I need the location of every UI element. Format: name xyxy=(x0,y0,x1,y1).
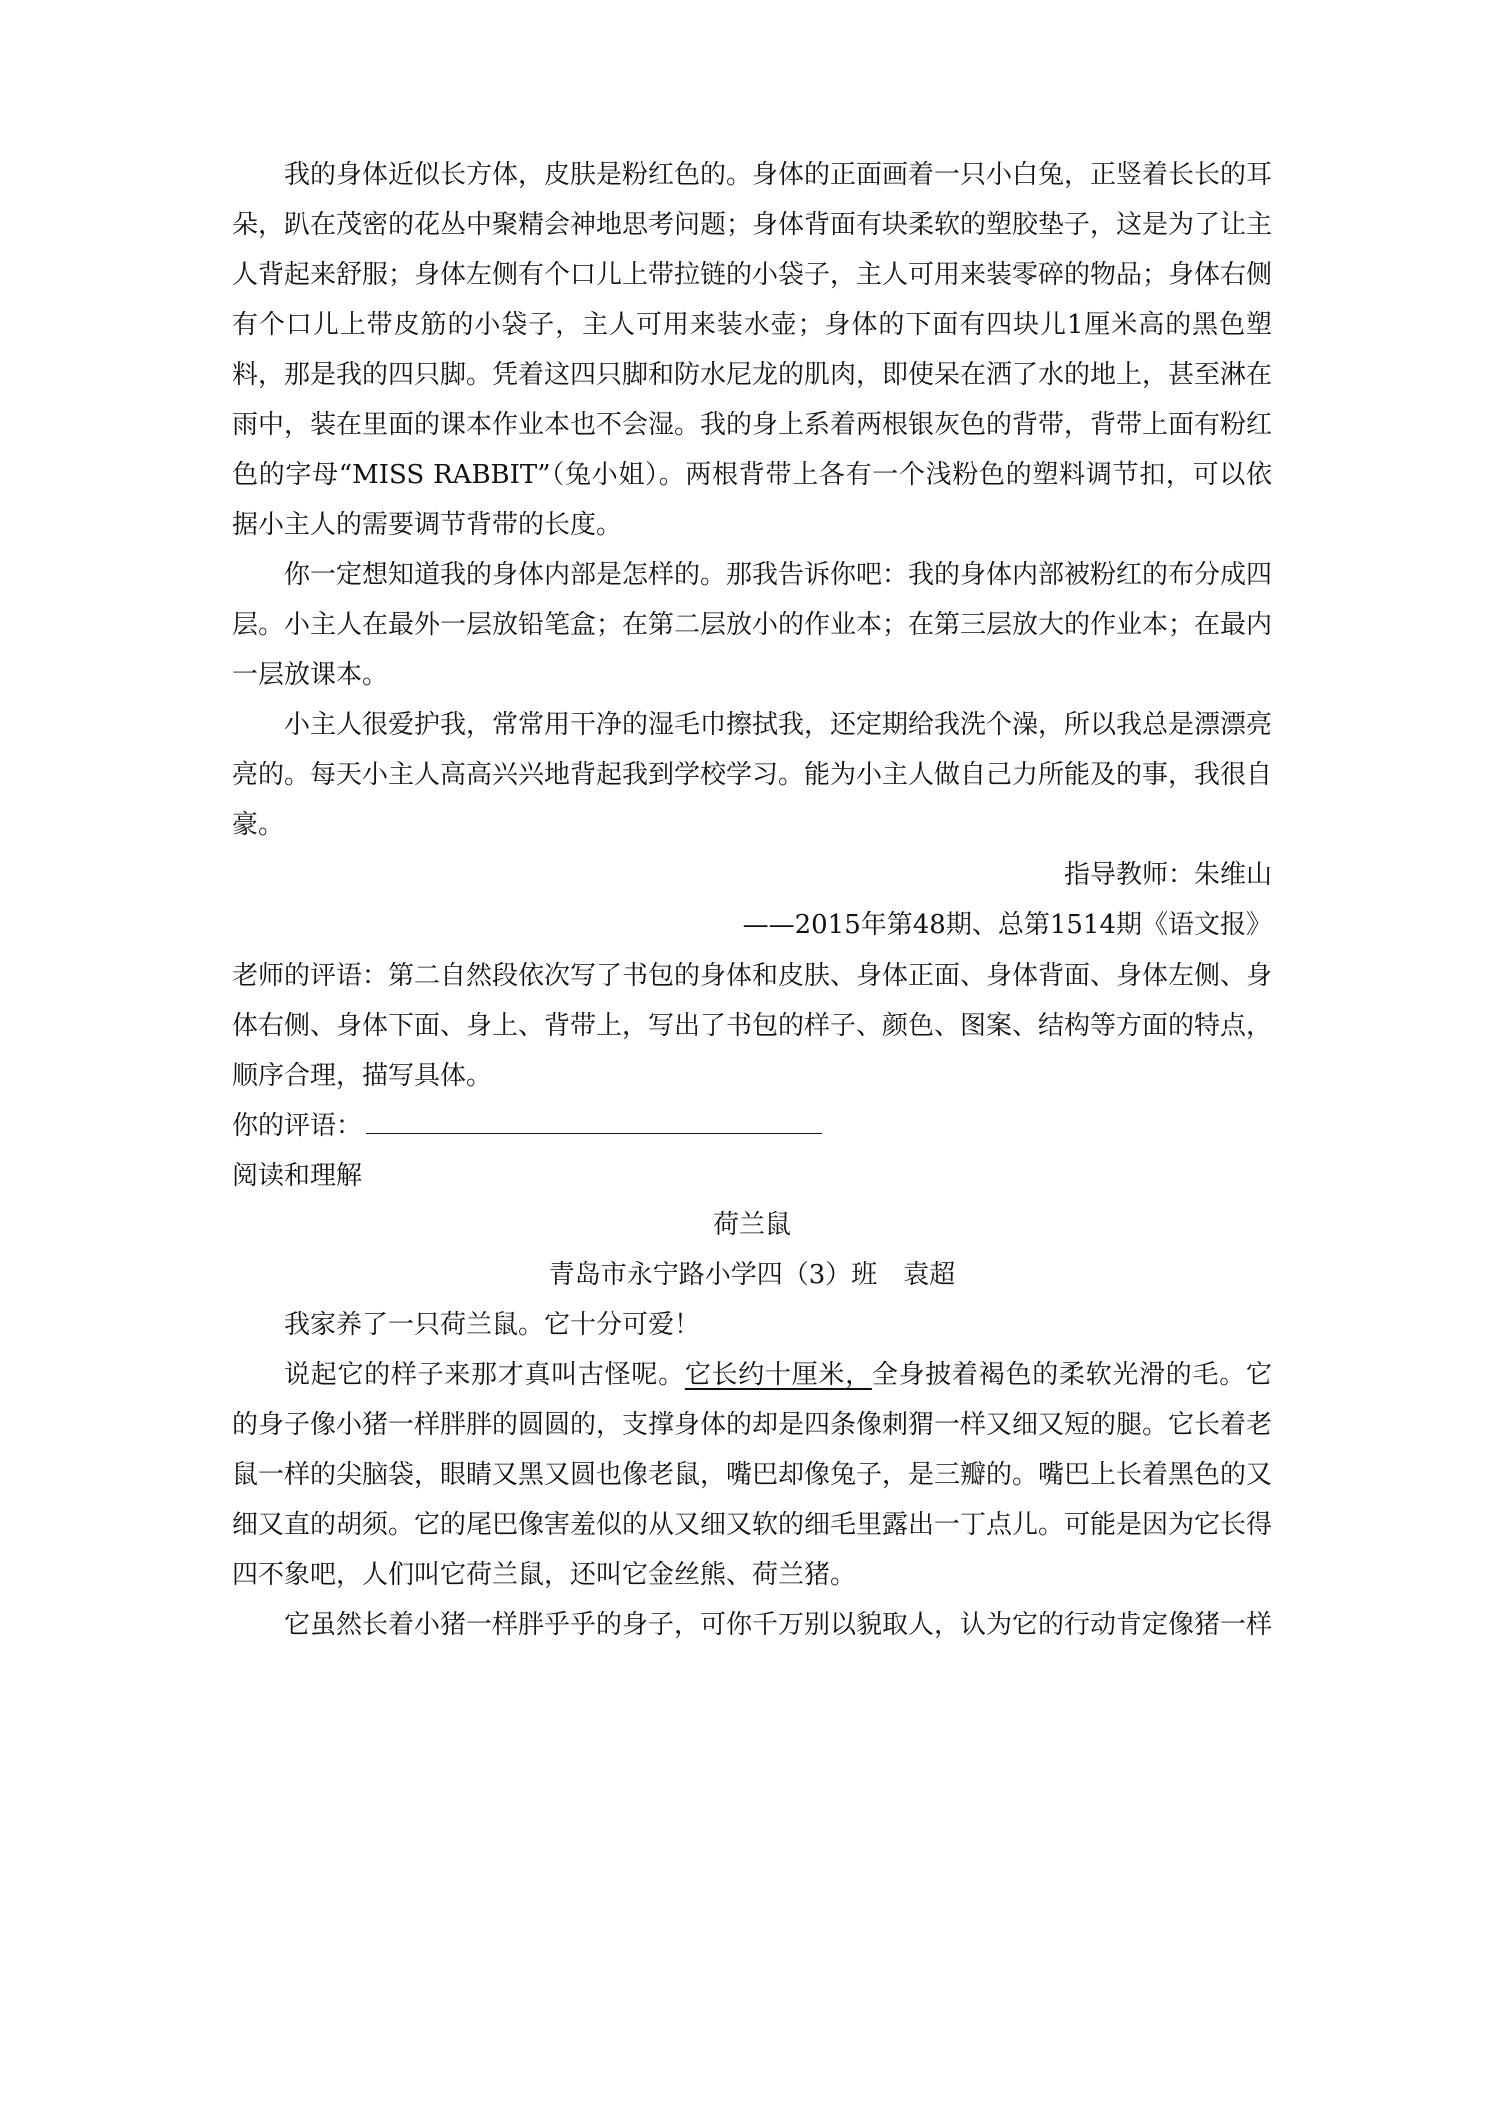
your-comment-row xyxy=(232,1100,1272,1150)
essay1-paragraph-2: 你一定想知道我的身体内部是怎样的。那我告诉你吧：我的身体内部被粉红的布分成四层。小主人在最外一层放铅笔盒；在第二层放小的作业本；在第三层放大的作业本；在最内一层放课本。 xyxy=(232,560,1273,690)
document-page xyxy=(232,150,1272,1650)
source-citation: ——2015年第48期、总第1514期《语文报》 xyxy=(742,910,1272,940)
essay2-paragraph-3: 它虽然长着小猪一样胖乎乎的身子，可你千万别以貌取人，认为它的行动肯定像猪一样 xyxy=(284,1610,1273,1640)
essay1-body xyxy=(232,150,1272,850)
p2-before: 说起它的样子来那才真叫古怪呢。 xyxy=(284,1360,685,1390)
essay2-paragraph-2 xyxy=(232,1350,1272,1600)
essay2-body xyxy=(232,1300,1272,1650)
essay2-paragraph-1: 我家养了一只荷兰鼠。它十分可爱！ xyxy=(284,1310,701,1340)
essay1-paragraph-1: 我的身体近似长方体，皮肤是粉红色的。身体的正面画着一只小白兔，正竖着长长的耳朵，趴在茂密的花丛中聚精会神地思考问题；身体背面有块柔软的塑胶垫子，这是为了让主人背起来舒服；身体左侧有个口儿上带拉链的小袋子，主人可用来装零碎的物品；身体右侧有个口儿上带皮筋的小袋子，主人可用来装水壶；身体的下面有四块儿1厘米高的黑色塑料，那是我的四只脚。凭着这四只脚和防水尼龙的肌肉，即使呆在洒了水的地上，甚至淋在雨中，装在里面的课本作业本也不会湿。我的身上系着两根银灰色的背带，背带上面有粉红色的字母“MISS RABBIT”（兔小姐）。两根背带上各有一个浅粉色的塑料调节扣，可以依据小主人的需要调节背带的长度。 xyxy=(232,160,1273,540)
teacher-comment: 老师的评语：第二自然段依次写了书包的身体和皮肤、身体正面、身体背面、身体左侧、身体右侧、身体下面、身上、背带上，写出了书包的样子、颜色、图案、结构等方面的特点，顺序合理，描写具体。 xyxy=(232,960,1273,1090)
section-title: 阅读和理解 xyxy=(232,1160,363,1190)
essay2-title: 荷兰鼠 xyxy=(712,1210,791,1240)
essay2-author: 青岛市永宁路小学四（3）班 袁超 xyxy=(548,1260,956,1290)
essay1-paragraph-3: 小主人很爱护我，常常用干净的湿毛巾擦拭我，还定期给我洗个澡，所以我总是漂漂亮亮的。每天小主人高高兴兴地背起我到学校学习。能为小主人做自己力所能及的事，我很自豪。 xyxy=(232,710,1273,840)
underlined-sentence: 它长约十厘米， xyxy=(684,1360,872,1390)
teacher-signature: 指导教师：朱维山 xyxy=(1063,860,1272,890)
p2-after: 全身披着褐色的柔软光滑的毛。它的身子像小猪一样胖胖的圆圆的，支撑身体的却是四条像刺猬一样又细又短的腿。它长着老鼠一样的尖脑袋，眼睛又黑又圆也像老鼠，嘴巴却像兔子，是三瓣的。嘴巴上长着黑色的又细又直的胡须。它的尾巴像害羞似的从又细又软的细毛里露出一丁点儿。可能是因为它长得四不象吧，人们叫它荷兰鼠，还叫它金丝熊、荷兰猪。 xyxy=(232,1360,1273,1590)
your-comment-blank[interactable] xyxy=(366,1103,822,1134)
your-comment-label: 你的评语： xyxy=(232,1110,363,1140)
